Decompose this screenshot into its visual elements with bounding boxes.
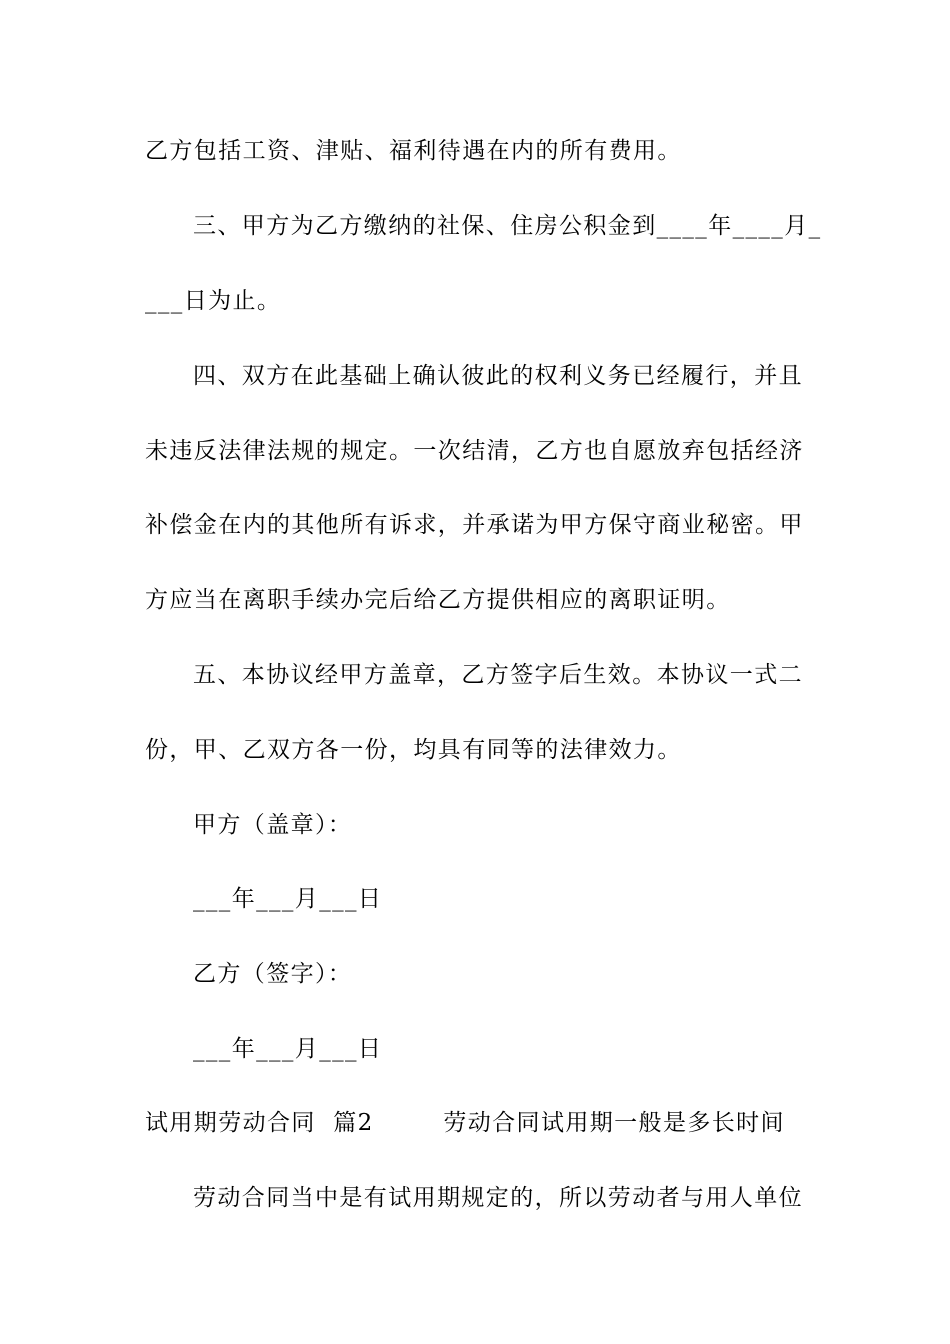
paragraph-line: 方应当在离职手续办完后给乙方提供相应的离职证明。 — [145, 587, 731, 613]
clause-three-line: 三、甲方为乙方缴纳的社保、住房公积金到____年____月_ — [193, 213, 822, 239]
party-b-signature-label: 乙方（签字）： — [193, 961, 353, 987]
clause-four-line: 四、双方在此基础上确认彼此的权利义务已经履行，并且 — [193, 363, 803, 389]
clause-five-line: 五、本协议经甲方盖章，乙方签字后生效。本协议一式二 — [193, 662, 803, 688]
paragraph-line: 劳动合同当中是有试用期规定的，所以劳动者与用人单位 — [193, 1185, 803, 1211]
party-b-date-line: ___年___月___日 — [193, 1036, 383, 1062]
paragraph-line: 补偿金在内的其他所有诉求，并承诺为甲方保守商业秘密。甲 — [145, 512, 804, 538]
section-heading: 试用期劳动合同 篇2 劳动合同试用期一般是多长时间 — [145, 1110, 785, 1136]
paragraph-line: 乙方包括工资、津贴、福利待遇在内的所有费用。 — [145, 138, 682, 164]
paragraph-line: ___日为止。 — [145, 288, 282, 314]
paragraph-line: 未违反法律法规的规定。一次结清，乙方也自愿放弃包括经济 — [145, 438, 804, 464]
party-a-seal-label: 甲方（盖章）： — [193, 812, 353, 838]
party-a-date-line: ___年___月___日 — [193, 886, 383, 912]
paragraph-line: 份，甲、乙双方各一份，均具有同等的法律效力。 — [145, 737, 682, 763]
